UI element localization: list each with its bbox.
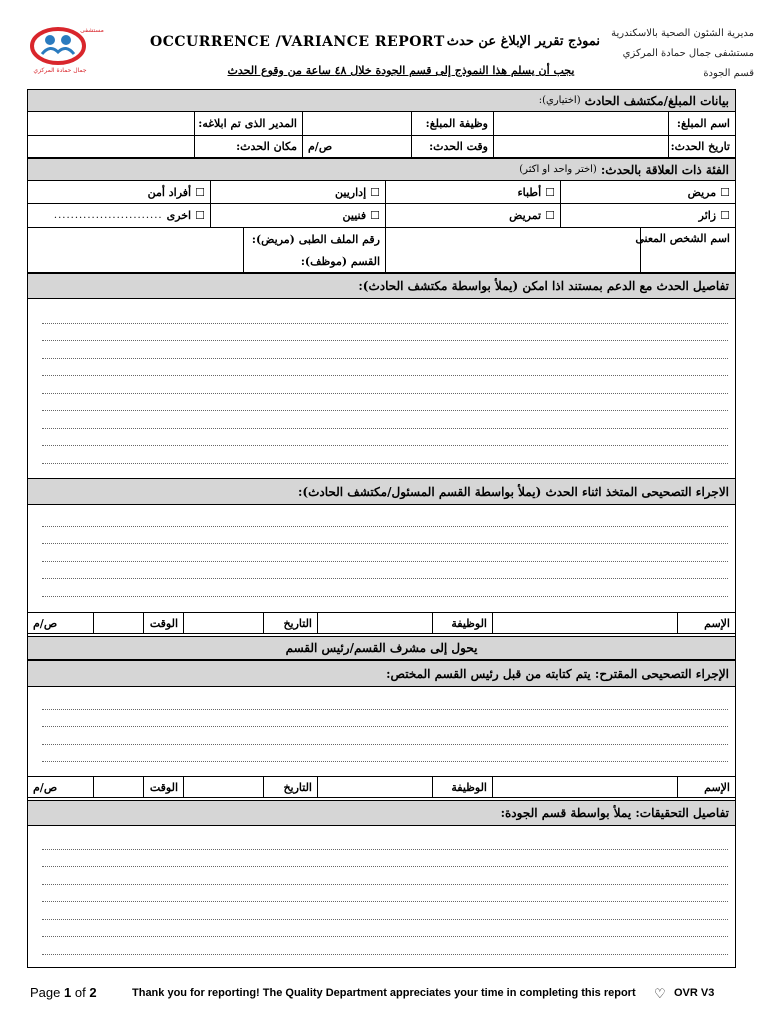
file-dept-labels [243,228,385,272]
reporter-job-label: وظيفة المبلغ: [411,112,493,135]
dept-employee-label: القسم (موظف): [300,254,380,268]
checkbox-icon[interactable]: ☐ [545,209,555,222]
category-security[interactable] [28,181,210,203]
signer2-name-label: الإسم [677,777,735,797]
signer-time-label: الوقت [143,613,183,633]
page-label: Page [30,985,61,1000]
category-other[interactable] [28,204,210,227]
reporter-name-label: اسم المبلغ: [668,112,735,135]
medical-file-label: رقم الملف الطبى (مريض): [251,232,380,246]
corrective-heading-text: الاجراء التصحيحى المتخذ اثناء الحدث (يملأ بواسطة القسم المسئول/مكتشف الحادث): [297,484,729,499]
file-dept-field[interactable] [28,228,243,272]
signer-job-label: الوظيفة [432,613,492,633]
other-dots[interactable]: .......................... [53,210,163,221]
reporter-heading [27,89,736,112]
details-lines[interactable] [42,306,728,464]
signer2-date-field[interactable] [183,777,263,797]
category-heading [27,158,736,181]
person-row [27,228,736,273]
category-row-2 [27,204,736,228]
checkbox-icon[interactable]: ☐ [720,209,730,222]
org-header [554,24,754,84]
checkbox-icon[interactable]: ☐ [720,185,730,199]
proposed-heading [27,660,736,687]
category-other-label: اخرى [166,209,192,222]
signature-row-1 [27,612,736,634]
checkbox-icon[interactable]: ☐ [370,185,380,199]
hospital-name: مستشفى جمال حمادة المركزي [622,48,754,59]
event-place-field[interactable] [28,136,194,157]
signature-row-2 [27,776,736,798]
signer-name-label: الإسم [677,613,735,633]
footer [30,985,740,1005]
category-patient-label: مريض [687,185,717,199]
title-arabic: نموذج تقرير الإبلاغ عن حدث [446,34,600,49]
signer-job-field[interactable] [317,613,432,633]
category-technicians-label: فنيين [342,209,367,222]
event-ampm: ص/م [308,140,333,153]
details-heading-text: تفاصيل الحدث مع الدعم بمستند اذا امكن (يملأ بواسطة مكتشف الحادث): [358,279,729,293]
investigation-lines[interactable] [42,832,728,955]
signer-date-field[interactable] [183,613,263,633]
reporter-heading-text: بيانات المبلغ/مكتشف الحادث [584,93,729,108]
category-security-label: أفراد أمن [147,185,192,199]
signer2-time-field[interactable] [93,777,143,797]
referral-heading-text: يحول إلى مشرف القسم/رئيس القسم [285,641,478,655]
reporter-name-field[interactable] [493,112,668,135]
reporter-row-2 [27,136,736,158]
heart-icon: ♡ [654,986,666,1001]
referral-heading [27,636,736,660]
logo-top-text: مستشفى [80,27,104,34]
signer-time-field[interactable] [93,613,143,633]
checkbox-icon[interactable]: ☐ [545,185,555,199]
hospital-logo [26,24,106,76]
category-doctors[interactable] [385,181,560,203]
corrective-heading [27,478,736,505]
investigation-heading [27,800,736,826]
category-hint: (اختر واحد او اكثر) [519,164,597,175]
category-admins-label: إداريين [335,185,367,199]
reporter-row-1 [27,112,736,136]
proposed-heading-text: الإجراء التصحيحى المقترح: يتم كتابته من قبل رئيس القسم المختص: [386,666,729,681]
signer2-name-field[interactable] [492,777,677,797]
signer-date-label: التاريخ [263,613,317,633]
page-number: 1 [64,985,72,1000]
category-heading-text: الفئة ذات العلاقة بالحدث: [600,162,729,177]
signer-ampm: ص/م [33,616,58,630]
checkbox-icon[interactable]: ☐ [195,185,205,199]
event-time-field[interactable] [302,136,411,157]
logo-bottom-text: جمال حمادة المركزي [33,67,87,74]
reporter-optional: (اختياري): [538,95,581,106]
category-nursing-label: تمريض [509,209,542,222]
details-heading [27,273,736,299]
event-place-label: مكان الحدث: [194,136,302,157]
form-version: OVR V3 [674,987,715,999]
category-row-1 [27,181,736,204]
investigation-heading-text: تفاصيل التحقيقات: يملأ بواسطة قسم الجودة: [500,806,729,820]
corrective-lines[interactable] [42,509,728,597]
proposed-lines[interactable] [42,692,728,762]
signer2-job-field[interactable] [317,777,432,797]
signer2-job-label: الوظيفة [432,777,492,797]
reporter-job-field[interactable] [302,112,411,135]
signer2-time-label: الوقت [143,777,183,797]
event-date-field[interactable] [493,136,668,157]
checkbox-icon[interactable]: ☐ [370,209,380,222]
title-english: OCCURRENCE /VARIANCE REPORT [150,34,445,50]
thanks-message: Thank you for reporting! The Quality Department appreciates your time in completing this report [132,987,636,999]
manager-informed-field[interactable] [28,112,194,135]
manager-informed-label: المدير الذى تم ابلاغه: [194,112,302,135]
category-visitor[interactable] [560,204,735,227]
signer2-date-label: التاريخ [263,777,317,797]
department-name: قسم الجودة [703,68,754,79]
person-name-label: اسم الشخص المعنى [640,228,735,272]
submission-note: يجب أن يسلم هذا النموذج إلى قسم الجودة خلال ٤٨ ساعة من وقوع الحدث [227,64,575,77]
category-admins[interactable] [210,181,385,203]
category-nursing[interactable] [385,204,560,227]
category-doctors-label: أطباء [517,185,542,199]
directorate-name: مديرية الشئون الصحية بالاسكندرية [611,28,754,39]
event-time-label: وقت الحدث: [411,136,493,157]
category-technicians[interactable] [210,204,385,227]
category-visitor-label: زائر [698,209,717,222]
category-patient[interactable] [560,181,735,203]
checkbox-icon[interactable]: ☐ [195,209,205,222]
signer-name-field[interactable] [492,613,677,633]
page-indicator [30,985,97,1000]
person-name-field[interactable] [385,228,640,272]
signer2-ampm: ص/م [33,780,58,794]
page-total: 2 [89,985,97,1000]
page-of: of [74,985,86,1000]
report-title [150,34,600,56]
event-date-label: تاريخ الحدث: [668,136,735,157]
